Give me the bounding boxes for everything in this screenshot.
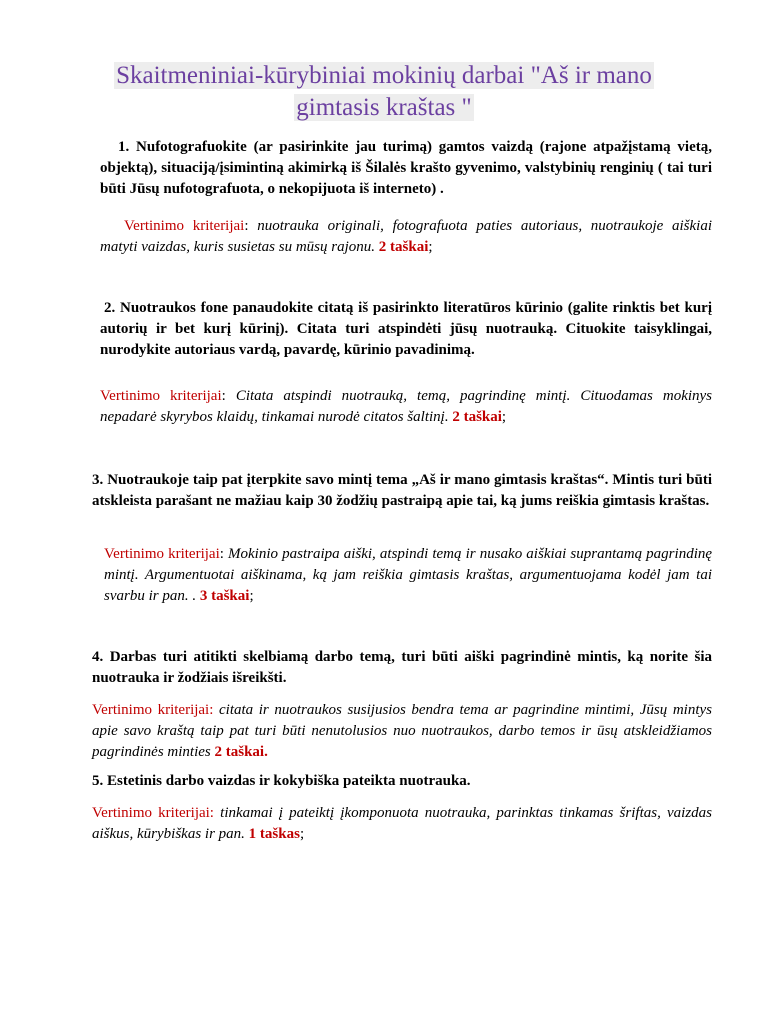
criteria-text: nuotrauka originali, fotografuota paties autoriaus, nuotraukoje aiškiai matyti vaizdas, kuris susietas su mūsų rajonu. — [100, 218, 713, 255]
task-3: 3. Nuotraukoje taip pat įterpkite savo mintį tema „Aš ir mano gimtasis kraštas“. Mintis turi būti atskleista parašant ne mažiau kaip 30 žodžių pastraipą apie tai, ką jums reiškia gimtasis kraštas. — [92, 472, 712, 509]
criteria-text: tinkamai į pateiktį įkomponuota nuotrauka, parinktas tinkamas šriftas, vaizdas aiškus, kūrybiškas ir pan. — [92, 805, 712, 842]
points: 2 taškai. — [214, 744, 268, 760]
criteria-label: Vertinimo kriterijai: — [92, 805, 214, 821]
task-5: 5. Estetinis darbo vaizdas ir kokybiška pateikta nuotrauka. — [92, 773, 471, 789]
title-line-2: gimtasis kraštas " — [296, 94, 472, 121]
criteria-3: Vertinimo kriterijai: Mokinio pastraipa aiški, atspindi temą ir nusako aiškiai suprantamą pagrindinę mintį. Argumentuotai aiškinama, ką jam reiškia gimtasis kraštas, argumentuojama kodėl jam tai svarbu ir pan. . 3 taškai; — [104, 546, 713, 604]
points: 3 taškai — [199, 588, 250, 604]
criteria-4 — [92, 700, 712, 763]
criteria-text: Citata atspindi nuotrauką, temą, pagrindinę mintį. Cituodamas mokinys nepadarė skyrybos klaidų, tinkamai nurodė citatos šaltinį. — [100, 388, 713, 425]
points: 2 taškai — [378, 239, 429, 255]
criteria-label: Vertinimo kriterijai — [104, 546, 220, 562]
task-4: 4. Darbas turi atitikti skelbiamą darbo temą, turi būti aiški pagrindinė mintis, ką norite šia nuotrauka ir žodžiais išreikšti. — [92, 649, 712, 686]
task-2: 2. Nuotraukos fone panaudokite citatą iš pasirinkto literatūros kūrinio (galite rinktis bet kurį autorių ir bet kurį kūrinį). Citata turi atspindėti jūsų nuotrauką. Cituokite taisyklingai, nurodykite autoriaus vardą, pavardę, kūrinio pavadinimą. — [100, 300, 712, 358]
task-1: 1. Nufotografuokite (ar pasirinkite jau turimą) gamtos vaizdą (rajone atpažįstamą vietą, objektą), situaciją/įsimintiną akimirką iš Šilalės krašto gyvenimo, valstybinių renginių ( tai turi būti Jūsų nufotografuota, o nekopijuota iš interneto) . — [100, 139, 712, 197]
page-title — [60, 60, 708, 124]
criteria-label: Vertinimo kriterijai — [124, 218, 245, 234]
title-line-1: Skaitmeniniai-kūrybiniai mokinių darbai "Aš ir mano — [116, 62, 652, 89]
points: 2 taškai — [452, 409, 502, 425]
criteria-1: Vertinimo kriterijai: nuotrauka originali, fotografuota paties autoriaus, nuotraukoje aiškiai matyti vaizdas, kuris susietas su mūsų rajonu. 2 taškai; — [100, 218, 713, 255]
criteria-text: Mokinio pastraipa aiški, atspindi temą ir nusako aiškiai suprantamą pagrindinę mintį. Argumentuotai aiškinama, ką jam reiškia gimtasis kraštas, argumentuojama kodėl jam tai svarbu ir pan. . — [104, 546, 713, 604]
criteria-5: Vertinimo kriterijai: tinkamai į pateiktį įkomponuota nuotrauka, parinktas tinkamas šriftas, vaizdas aiškus, kūrybiškas ir pan. 1 taškas; — [92, 805, 712, 842]
points: 1 taškas — [248, 826, 300, 842]
criteria-2: Vertinimo kriterijai: Citata atspindi nuotrauką, temą, pagrindinę mintį. Cituodamas mokinys nepadarė skyrybos klaidų, tinkamai nurodė citatos šaltinį. 2 taškai; — [100, 388, 713, 425]
criteria-text: citata ir nuotraukos susijusios bendra tema ar pagrindine mintimi, Jūsų mintys apie savo kraštą taip pat turi būti nenutolusios nuo nuotraukos, darbo temos ir ūsų atskleidžiamos pagrindinės minties — [92, 702, 712, 760]
criteria-label: Vertinimo kriterijai — [100, 388, 222, 404]
criteria-label: Vertinimo kriterijai: — [92, 702, 214, 718]
